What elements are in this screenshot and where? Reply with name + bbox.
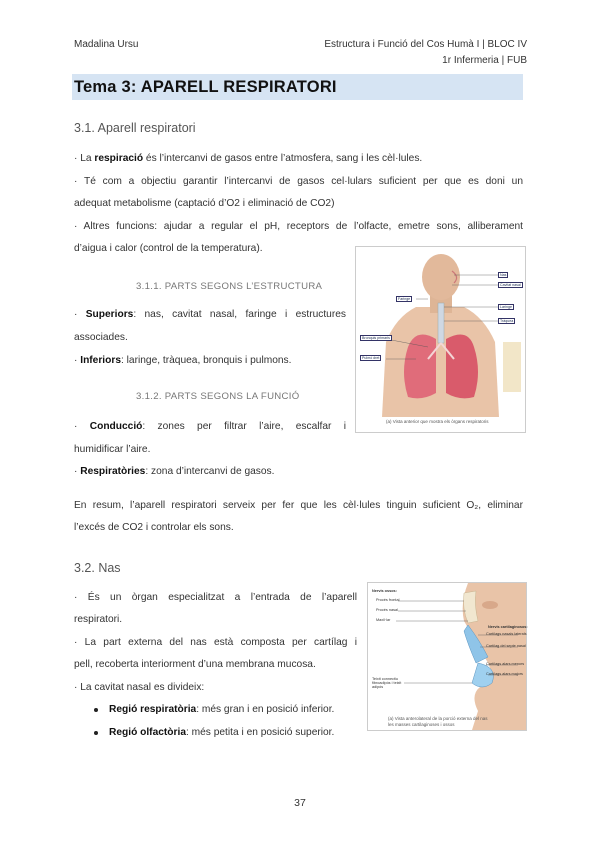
paragraph: · Inferiors: laringe, tràquea, bronquis i pulmons. <box>74 355 292 366</box>
figure-label: Cartílags alars majors <box>486 672 523 676</box>
paragraph: En resum, l’aparell respiratori serveix per fer que les cèl·lules tinguin suficient O₂, eliminar <box>74 500 523 511</box>
paragraph: · Superiors: nas, cavitat nasal, faringe i estructures <box>74 309 347 320</box>
figure-caption: (a) Vista anterolateral de la porció externa del nas <box>388 716 488 721</box>
paragraph: adequat metabolisme (captació d’O2 i eliminació de CO2) <box>74 198 335 209</box>
paragraph: · La cavitat nasal es divideix: <box>74 682 205 693</box>
figure-label: Pulmó dret <box>362 356 380 360</box>
paragraph: · Té com a objectiu garantir l’intercanvi de gasos cel·lulars suficient per que es doni un <box>74 176 523 187</box>
subsection-heading: 3.1.2. PARTS SEGONS LA FUNCIÓ <box>136 391 300 402</box>
list-item: Regió olfactòria: més petita i en posició superior. <box>109 727 335 738</box>
paragraph: · Altres funcions: ajudar a regular el pH, receptors de l’olfacte, emetre sons, alliberament <box>74 221 523 232</box>
paragraph: humidificar l’aire. <box>74 444 151 455</box>
paragraph: d’aigua i calor (control de la temperatura). <box>74 243 263 254</box>
figure-caption: (a) Vista anterior que mostra els òrgans respiratoris <box>386 419 489 424</box>
page-number: 37 <box>294 797 306 809</box>
paragraph: respiratori. <box>74 614 123 625</box>
nose-anatomy-illustration <box>368 583 526 730</box>
header-author: Madalina Ursu <box>74 39 139 50</box>
paragraph: · Respiratòries: zona d’intercanvi de gasos. <box>74 466 275 477</box>
figure-label: Laringe <box>500 305 512 309</box>
paragraph: l’excés de CO2 i controlar els sons. <box>74 522 234 533</box>
bullet <box>94 731 98 735</box>
figure-label: Cartílag del septe nasal <box>486 644 526 648</box>
figure-label: Faringe <box>398 297 411 301</box>
figure-label: Bronquis primaris <box>362 336 390 340</box>
figure-label: Nas <box>500 273 507 277</box>
figure-label: Procés frontal <box>376 598 400 602</box>
list-item: Regió respiratòria: més gran i en posició inferior. <box>109 704 335 715</box>
section-heading: 3.2. Nas <box>74 561 121 575</box>
paragraph: · La part externa del nas està composta per cartílag i <box>74 637 357 648</box>
subsection-heading: 3.1.1. PARTS SEGONS L’ESTRUCTURA <box>136 281 323 292</box>
section-heading: 3.1. Aparell respiratori <box>74 121 196 135</box>
page-title: Tema 3: APARELL RESPIRATORI <box>74 78 337 96</box>
figure-label: Nervis cartilaginosos: <box>488 625 528 629</box>
bullet <box>94 708 98 712</box>
paragraph: associades. <box>74 332 128 343</box>
paragraph: · La respiració és l’intercanvi de gasos entre l’atmosfera, sang i les cèl·lules. <box>74 153 423 164</box>
figure-label: Procés nasal <box>376 608 398 612</box>
header-program: 1r Infermeria | FUB <box>442 55 527 66</box>
nose-figure <box>367 582 527 731</box>
paragraph: · És un òrgan especialitzat a l’entrada de l’aparell <box>74 592 357 603</box>
header-course: Estructura i Funció del Cos Humà I | BLOC IV <box>324 39 527 50</box>
figure-label: Maxil·lar <box>376 618 391 622</box>
paragraph: pell, recoberta interiorment d’una membrana mucosa. <box>74 659 316 670</box>
figure-label: Cartílags nasals laterals <box>486 632 527 636</box>
figure-caption: les masses cartilaginoses i ossos <box>388 722 455 727</box>
figure-label: Cartílags alars menors <box>486 662 525 666</box>
figure-label: Teixit connectiu fibroadipós i teixit adipós <box>372 677 402 689</box>
figure-label: Cavitat nasal <box>500 283 521 287</box>
respiratory-system-figure <box>355 246 526 433</box>
figure-label: Tràquea <box>500 319 514 323</box>
figure-label: Nervis ossos: <box>372 589 397 593</box>
paragraph: · Conducció: zones per filtrar l’aire, escalfar i <box>74 421 347 432</box>
